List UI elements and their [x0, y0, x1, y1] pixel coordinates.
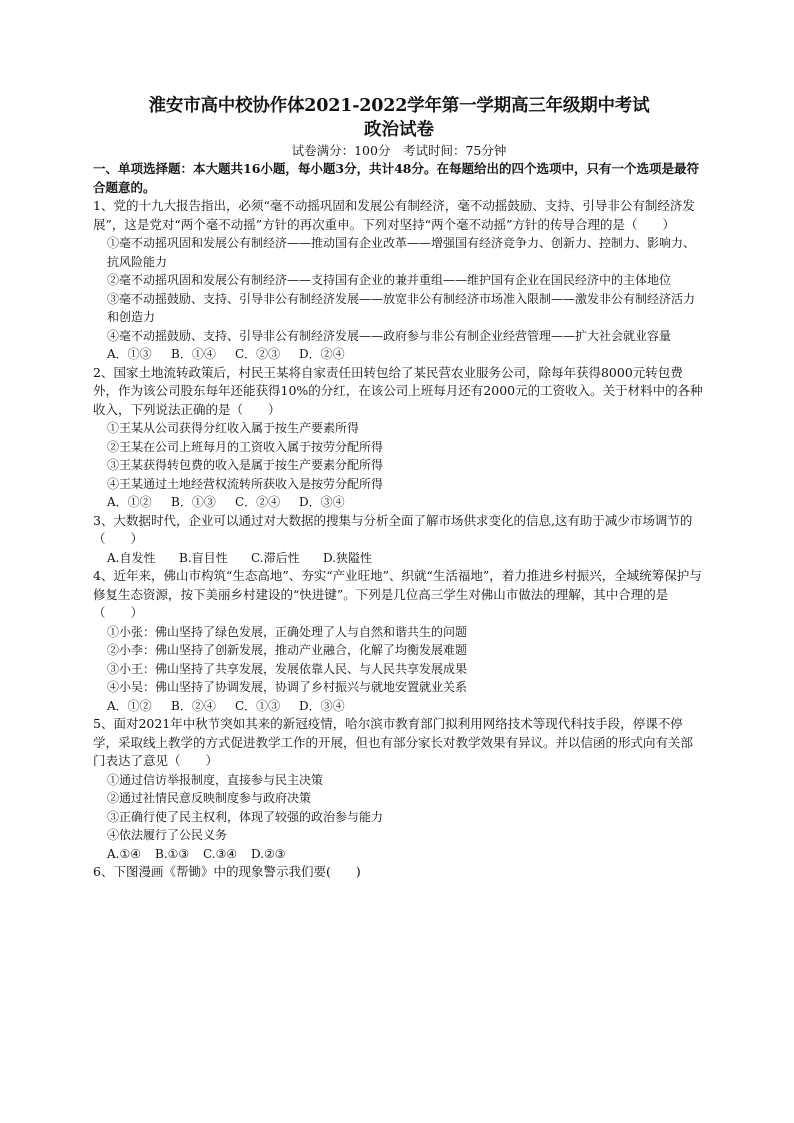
answer-choices — [93, 845, 705, 864]
choice-a: A.自发性 — [107, 550, 156, 565]
question-stem: 4、近年来，佛山市构筑“生态高地”、夯实“产业旺地”、织就“生活福地”，着力推进乡村振兴，全域统筹保护与修复生态资源，按下美丽乡村建设的“快进键”。下列是几位高三学生对佛山市做法的理解，其中合理的是（ ） — [93, 568, 702, 620]
choice-a: A.①④ — [107, 846, 141, 861]
question-stem: 1、党的十九大报告指出，必须“毫不动摇巩固和发展公有制经济，毫不动摇鼓励、支持、引导非公有制经济发展”，这是党对“两个毫不动摇”方针的再次重申。下列对坚持“两个毫不动摇”方针的传导合理的是（ ） — [93, 198, 695, 232]
choice-d: D．③④ — [299, 495, 345, 509]
question-stem: 5、面对2021年中秋节突如其来的新冠疫情，哈尔滨市教育部门拟利用网络技术等现代科技手段，停课不停学，采取线上教学的方式促进教学工作的开展，但也有部分家长对教学效果有异议。并以信函的形式向有关部门表达了意见（ ） — [93, 716, 694, 768]
option-3: ③小王：佛山坚持了共享发展，发展依靠人民、与人民共享发展成果 — [107, 661, 468, 676]
choice-d: D.狭隘性 — [323, 550, 373, 565]
option-4: ④毫不动摇鼓励、支持、引导非公有制经济发展——政府参与非公有制企业经营管理——扩大社会就业容量 — [107, 328, 672, 343]
section-heading: 一、单项选择题：本大题共16小题，每小题3分，共计48分。在每题给出的四个选项中，只有一个选项是最符合题意的。 — [93, 161, 699, 195]
answer-choices — [93, 549, 705, 568]
choice-b: B.盲目性 — [179, 550, 228, 565]
choice-d: D．③④ — [299, 698, 345, 713]
option-1: ①王某从公司获得分红收入属于按生产要素所得 — [107, 421, 360, 435]
option-3: ③毫不动摇鼓励、支持、引导非公有制经济发展——放宽非公有制经济市场准入限制——激发非公有制经济活力和创造力 — [107, 291, 696, 324]
choice-a: A．①② — [107, 495, 152, 509]
question-3 — [93, 512, 705, 568]
option-4: ④王某通过土地经营权流转所获收入是按劳分配所得 — [107, 476, 384, 491]
choice-c: C．①③ — [235, 698, 281, 713]
question-stem: 3、大数据时代，企业可以通过对大数据的搜集与分析全面了解市场供求变化的信息,这有助于减少市场调节的（ ） — [93, 512, 693, 546]
choice-a: A．①② — [107, 698, 152, 713]
option-1: ①通过信访举报制度，直接参与民主决策 — [107, 772, 324, 787]
option-4: ④依法履行了公民义务 — [107, 828, 228, 842]
option-1: ①毫不动摇巩固和发展公有制经济——推动国有企业改革——增强国有经济竞争力、创新力、控制力、影响力、抗风险能力 — [107, 236, 696, 269]
question-5 — [93, 715, 705, 863]
answer-choices — [93, 345, 705, 364]
exam-meta: 试卷满分：100分 考试时间：75分钟 — [291, 143, 507, 158]
choice-b: B．①④ — [171, 347, 216, 361]
choice-c: C.滞后性 — [251, 550, 300, 565]
choice-b: B．①③ — [171, 495, 216, 509]
answer-choices — [93, 493, 705, 512]
exam-title: 淮安市高中校协作体2021-2022学年第一学期高三年级期中考试 — [148, 96, 650, 116]
choice-d: D．②④ — [299, 347, 345, 361]
question-1 — [93, 197, 705, 364]
exam-subject: 政治试卷 — [364, 120, 434, 140]
option-1: ①小张：佛山坚持了绿色发展，正确处理了人与自然和谐共生的问题 — [107, 624, 468, 639]
option-2: ②小李：佛山坚持了创新发展，推动产业融合，化解了均衡发展难题 — [107, 643, 468, 657]
option-2: ②王某在公司上班每月的工资收入属于按劳分配所得 — [107, 439, 384, 454]
option-2: ②毫不动摇巩固和发展公有制经济——支持国有企业的兼并重组——维护国有企业在国民经济中的主体地位 — [107, 273, 672, 287]
option-4: ④小吴：佛山坚持了协调发展，协调了乡村振兴与就地安置就业关系 — [107, 680, 468, 694]
option-3: ③正确行使了民主权利，体现了较强的政治参与能力 — [107, 809, 384, 824]
choice-b: B．②④ — [171, 698, 216, 713]
answer-choices — [93, 697, 705, 716]
exam-page — [93, 94, 705, 882]
option-3: ③王某获得转包费的收入是属于按生产要素分配所得 — [107, 458, 384, 472]
question-2 — [93, 364, 705, 512]
question-4 — [93, 567, 705, 715]
choice-a: A．①③ — [107, 347, 152, 361]
question-stem: 6、下图漫画《帮锄》中的现象警示我们要( ) — [93, 864, 361, 879]
choice-c: C．②④ — [235, 495, 281, 509]
choice-d: D.②③ — [251, 846, 286, 861]
choice-c: C．②③ — [235, 347, 281, 361]
question-stem: 2、国家土地流转政策后，村民王某将自家责任田转包给了某民营农业服务公司，除每年获得8000元转包费外，作为该公司股东每年还能获得10%的分红，在该公司上班每月还有2000元的工资收入。关于材料中的各种收入，下列说法正确的是（ ） — [93, 364, 703, 417]
question-6 — [93, 863, 705, 882]
choice-c: C.③④ — [203, 846, 238, 861]
choice-b: B.①③ — [155, 846, 190, 861]
option-2: ②通过社情民意反映制度参与政府决策 — [107, 791, 312, 805]
